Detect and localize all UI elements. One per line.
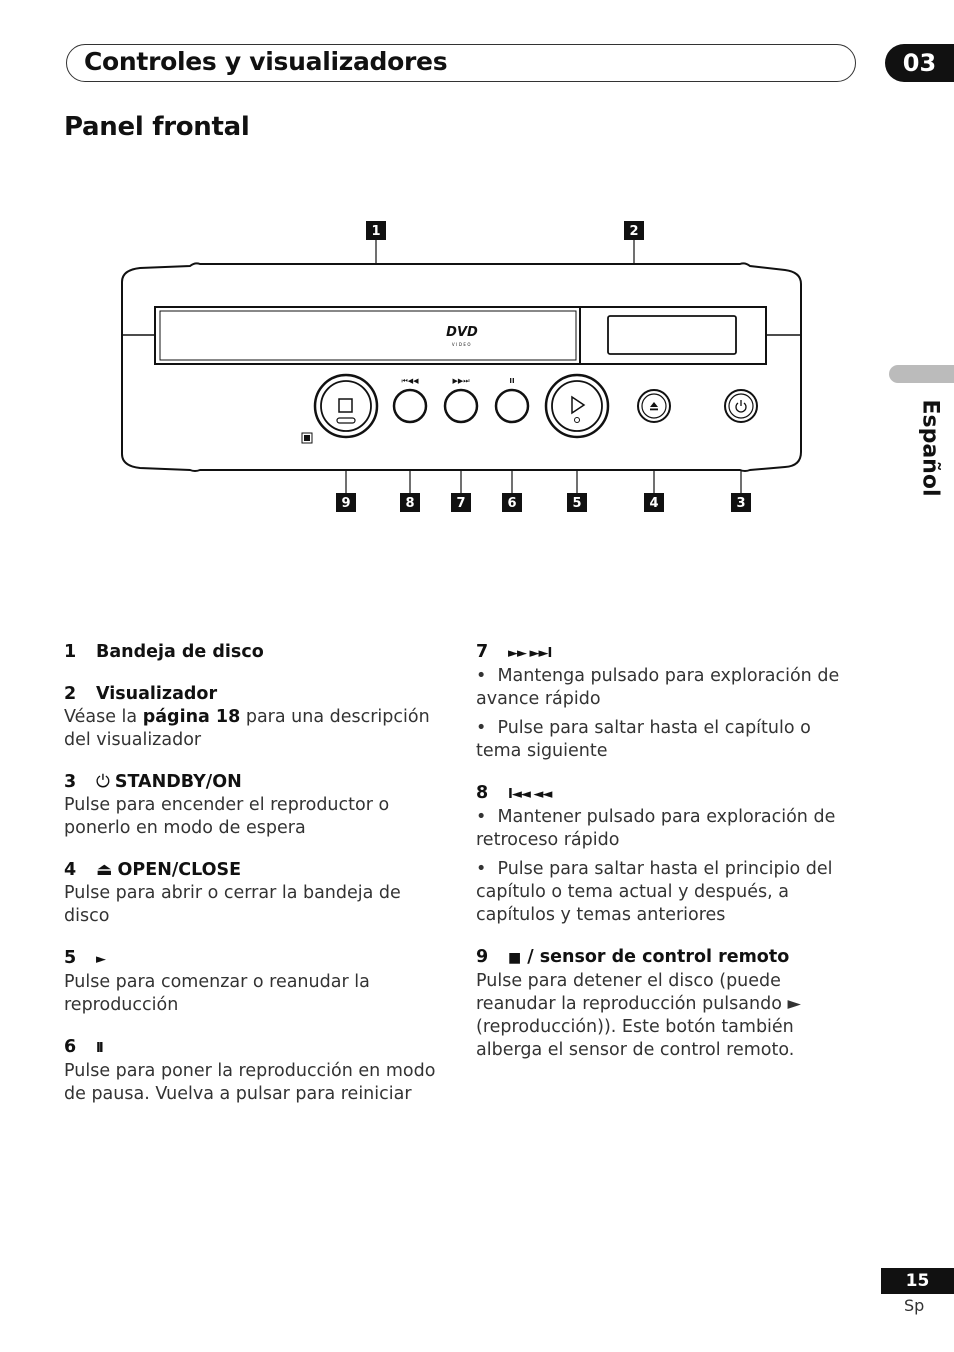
pause-symbol: II xyxy=(509,377,515,385)
pause-icon: II xyxy=(96,1041,102,1056)
item-description: Véase la página 18 para una descripción del visualizador xyxy=(64,707,430,750)
dvd-player-body xyxy=(122,263,801,471)
item-6 xyxy=(64,1036,449,1106)
item-number: 9 xyxy=(476,947,489,967)
bullet-item: • Mantenga pulsado para exploración de avance rápido xyxy=(476,666,840,709)
callout-4: 4 xyxy=(649,496,659,511)
callout-8: 8 xyxy=(405,496,415,511)
item-title: OPEN/CLOSE xyxy=(117,860,242,880)
item-7 xyxy=(476,641,861,763)
bullet-item: • Pulse para saltar hasta el capítulo o tema siguiente xyxy=(476,718,811,761)
front-panel-diagram xyxy=(0,200,954,530)
item-8 xyxy=(476,782,861,927)
reverse-skip-icon: I◄◄ ◄◄ xyxy=(508,787,552,802)
item-description: Pulse para poner la reproducción en modo de pausa. Vuelva a pulsar para reiniciar xyxy=(64,1061,436,1104)
item-2 xyxy=(64,683,449,752)
callout-1: 1 xyxy=(371,224,381,239)
eject-icon: ⏏ xyxy=(96,860,113,880)
open-close-button[interactable] xyxy=(638,390,670,422)
item-number: 1 xyxy=(64,642,77,662)
item-title: Bandeja de disco xyxy=(96,642,264,662)
disc-tray xyxy=(155,307,580,364)
item-number: 2 xyxy=(64,684,77,704)
item-number: 6 xyxy=(64,1037,77,1057)
play-button[interactable] xyxy=(546,375,608,437)
standby-button[interactable] xyxy=(725,390,757,422)
bullet-item: • Pulse para saltar hasta el principio del capítulo o tema actual y después, a capítulos y temas anteriores xyxy=(476,859,833,925)
section-title: Panel frontal xyxy=(64,112,250,142)
pause-button[interactable] xyxy=(496,390,528,422)
sr-mark-icon xyxy=(302,433,312,443)
item-1 xyxy=(64,641,449,664)
next-button[interactable] xyxy=(445,390,477,422)
callout-7: 7 xyxy=(456,496,466,511)
forward-skip-icon: ►► ►►I xyxy=(508,646,552,661)
item-description: Pulse para encender el reproductor o ponerlo en modo de espera xyxy=(64,795,390,838)
prev-button[interactable] xyxy=(394,390,426,422)
left-column xyxy=(64,641,449,1125)
item-number: 4 xyxy=(64,860,77,880)
item-9 xyxy=(476,946,861,1062)
chapter-title: Controles y visualizadores xyxy=(84,47,448,76)
chapter-number-badge: 03 xyxy=(885,44,954,82)
dvd-logo-sub: VIDEO xyxy=(451,342,473,347)
item-number: 8 xyxy=(476,783,489,803)
right-column xyxy=(476,641,861,1081)
item-title: / sensor de control remoto xyxy=(527,947,790,967)
dvd-logo: DVD xyxy=(446,325,478,340)
prev-symbol: ⏮◀◀ xyxy=(401,377,419,385)
item-3 xyxy=(64,771,449,840)
page-reference: página 18 xyxy=(142,707,241,727)
callout-6: 6 xyxy=(507,496,517,511)
item-number: 5 xyxy=(64,948,77,968)
item-title: Visualizador xyxy=(96,684,218,704)
item-4 xyxy=(64,859,449,928)
play-icon: ► xyxy=(96,952,106,967)
item-title: STANDBY/ON xyxy=(114,772,242,792)
bullet-item: • Mantener pulsado para exploración de retroceso rápido xyxy=(476,807,836,850)
item-description: Pulse para abrir o cerrar la bandeja de disco xyxy=(64,883,401,926)
callout-5: 5 xyxy=(572,496,582,511)
page-language-code: Sp xyxy=(904,1296,925,1315)
item-5 xyxy=(64,947,449,1017)
item-description: Pulse para detener el disco (puede reanudar la reproducción pulsando ► (reproducción)). Este botón también alberga el sensor de control remoto. xyxy=(476,971,801,1060)
item-number: 3 xyxy=(64,772,77,792)
stop-button[interactable] xyxy=(315,375,377,437)
callout-2: 2 xyxy=(629,224,639,239)
callout-9: 9 xyxy=(341,496,351,511)
language-tab-label: Español xyxy=(917,399,943,497)
callout-3: 3 xyxy=(736,496,746,511)
stop-icon: ■ xyxy=(508,950,522,966)
item-description: Pulse para comenzar o reanudar la reproducción xyxy=(64,972,370,1015)
page-number: 15 xyxy=(881,1268,954,1294)
next-symbol: ▶▶⏭ xyxy=(452,377,470,385)
item-number: 7 xyxy=(476,642,489,662)
power-icon: ⏻ xyxy=(96,772,110,792)
